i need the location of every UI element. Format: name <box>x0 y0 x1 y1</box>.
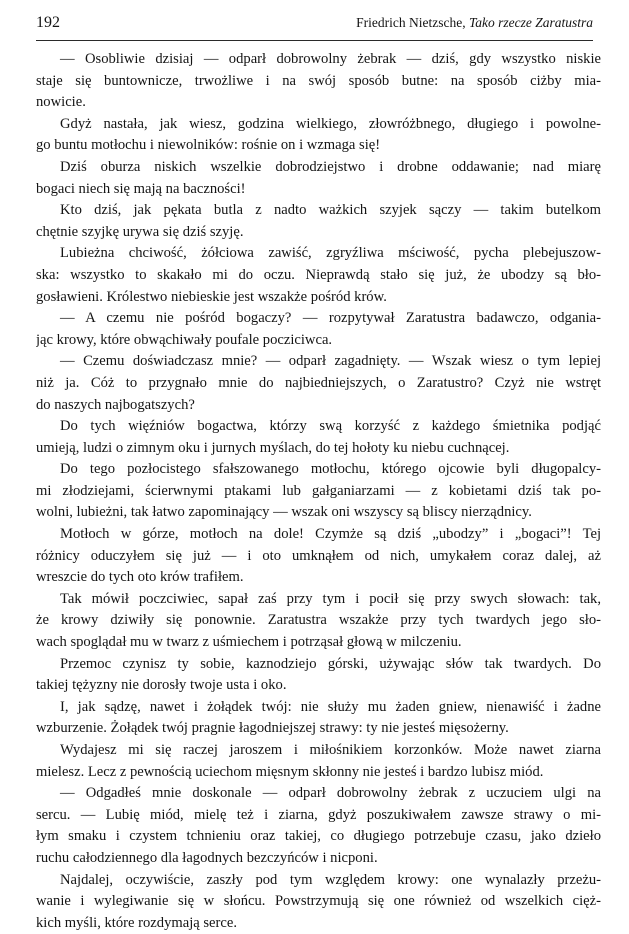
text-line: kich myśli, które rozdymają serce. <box>36 914 237 931</box>
text-line: Do tego pozłocistego sfałszowanego motłochu, którego ojcowie byli długopalcy- <box>60 461 601 478</box>
running-header <box>36 14 593 36</box>
text-line: go buntu motłochu i niewolników: rośnie on i wzmaga się! <box>36 137 381 154</box>
text-line: mi złodziejami, ścierwnymi ptakami lub gałganiarzami — z kobietami dziś tak po- <box>36 482 601 499</box>
text-line: — A czemu nie pośród bogaczy? — rozpytywał Zaratustra badawczo, odgania- <box>60 310 601 327</box>
text-line: umieją, ludzi o zimnym oku i jurnych myślach, do tej hołoty ku niebu cuchnącej. <box>36 439 510 456</box>
text-line: Do tych więźniów bogactwa, którzy swą korzyść z każdego śmietnika podjąć <box>60 418 601 435</box>
text-line: Gdyż nastała, jak wiesz, godzina wielkiego, złowróżbnego, długiego i powolne- <box>60 115 601 132</box>
text-line: nowicie. <box>36 94 86 111</box>
text-line: staje się buntownicze, trwożliwe i na swój sposób butne: na sposób ciżby mia- <box>36 72 601 89</box>
book-title: Tako rzecze Zaratustra <box>468 15 593 30</box>
text-line: — Osobliwie dzisiaj — odparł dobrowolny żebrak — dziś, gdy wszystko niskie <box>60 51 601 67</box>
text-line: wolni, lubieżni, tak łatwo zapominający — wszak oni wszyscy są bliscy nierządnicy. <box>36 504 532 521</box>
text-line: takiej tężyzny nie dorosły twoje usta i oko. <box>36 677 287 694</box>
text-line: do naszych najbogatszych? <box>36 396 195 413</box>
text-line: I, jak sądzę, nawet i żołądek twój: nie służy mu żaden gniew, nienawiść i żadne <box>60 698 601 715</box>
text-line: wreszcie do tych oto krów trafiłem. <box>36 569 244 586</box>
text-line: Motłoch w górze, motłoch na dole! Czymże są dziś „ubodzy” i „bogaci”! Tej <box>60 526 601 543</box>
text-line: Przemoc czynisz ty sobie, kaznodziejo górski, używając słów tak twardych. Do <box>60 655 601 672</box>
text-line: Kto dziś, jak pękata butla z nadto ważkich szyjek sączy — takim butelkom <box>60 202 601 219</box>
author-name: Friedrich Nietzsche, <box>356 15 466 30</box>
text-line: gosławieni. Królestwo niebieskie jest wszakże pośród krów. <box>36 288 387 305</box>
text-line: — Odgadłeś mnie doskonale — odparł dobrowolny żebrak z uczuciem ulgi na <box>60 785 601 802</box>
text-line: — Czemu doświadczasz mnie? — odparł zagadnięty. — Wszak wiesz o tym lepiej <box>60 353 601 370</box>
text-line: ska: wszystko to skakało mi do oczu. Nieprawdą stało się już, że ubodzy są bło- <box>36 266 601 283</box>
text-line: Wydajesz mi się raczej jaroszem i miłośnikiem korzonków. Może nawet ziarna <box>60 742 601 758</box>
text-line: bogaci niech się mają na baczności! <box>36 180 246 197</box>
text-line: chętnie szyjkę urywa się dziś szyję. <box>36 223 244 240</box>
text-line: że krowy dziwiły się ponownie. Zaratustra wszakże przy tych twardych jego sło- <box>36 612 601 629</box>
text-line: wach spoglądał mu w twarz z uśmiechem i potrząsał głową w milczeniu. <box>36 634 462 651</box>
text-line: łym smaku i czystem tchnieniu oraz takiej, co długiego potrzebuje czasu, jako dzieło <box>36 828 601 845</box>
text-line: mielesz. Lecz z pewnością uciechom mięsnym skłonny nie jesteś i bardzo lubisz miód. <box>36 763 544 780</box>
text-body <box>36 49 601 934</box>
page-number: 192 <box>36 14 60 31</box>
header-rule <box>36 40 593 41</box>
text-line: ruchu całodziennego dla łagodnych bezczyńców i nicponi. <box>36 849 378 866</box>
text-line: wanie i wylegiwanie się w słońcu. Powstrzymują się one również od wszelkich cięż- <box>36 893 601 910</box>
text-line: różnicy oduczyłem się już — i oto umknąłem od nich, umykałem coraz dalej, aż <box>36 547 601 564</box>
text-line: Dziś oburza niskich wszelkie dobrodziejstwo i drobne oddawanie; nad miarę <box>60 158 601 175</box>
text-line: niż ja. Cóż to przygnało mnie do najbiedniejszych, o Zaratustro? Czyż nie wstręt <box>36 374 601 391</box>
running-head <box>356 15 593 31</box>
text-line: Tak mówił poczciwiec, sapał zaś przy tym i pocił się przy swych słowach: tak, <box>60 590 601 607</box>
text-line: sercu. — Lubię miód, mielę też i ziarna, gdyż poszukiwałem zawsze strawy o mi- <box>36 806 601 823</box>
text-line: jąc krowy, które obwąchiwały poufale pocziciwca. <box>36 331 333 348</box>
text-line: wzburzenie. Żołądek twój pragnie łagodniejszej strawy: ty nie jesteś mięsożerny. <box>36 720 509 737</box>
text-line: Lubieżna chciwość, żółciowa zawiść, zgryźliwa mściwość, pycha plebejuszow- <box>60 245 601 262</box>
text-line: Najdalej, oczywiście, zaszły pod tym względem krowy: one wynalazły przeżu- <box>60 871 601 888</box>
